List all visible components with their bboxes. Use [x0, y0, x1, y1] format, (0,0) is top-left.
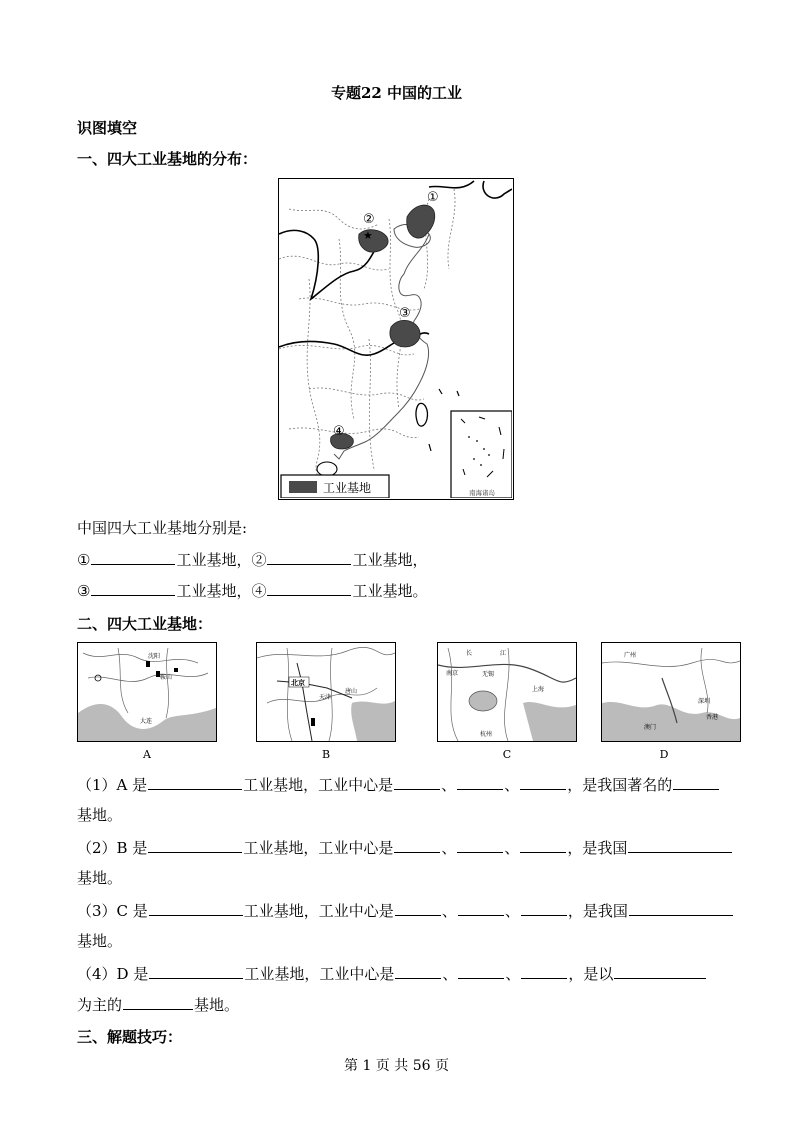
thumb-a-icon-1 [146, 661, 150, 667]
marker-4: ④ [333, 424, 345, 439]
marker-1: ① [427, 190, 439, 205]
q2-blank-c2[interactable] [457, 837, 503, 853]
thumb-c-lake [469, 691, 497, 711]
legend-swatch [289, 481, 317, 493]
inset-label: 南海诸岛 [469, 489, 495, 497]
q4-blank-type[interactable] [123, 994, 193, 1010]
svg-text:鞍山: 鞍山 [160, 674, 173, 681]
question-2-cont: 基地。 [77, 869, 123, 887]
blank-base-3[interactable] [91, 580, 175, 596]
taiwan-outline [416, 403, 427, 426]
beijing-star-icon: ★ [363, 229, 373, 242]
base-huning [390, 320, 420, 347]
thumb-map-b [256, 642, 396, 742]
blank-base-2[interactable] [267, 549, 351, 565]
section-label: 识图填空 [77, 119, 138, 137]
thumb-a-icon-3 [174, 668, 178, 672]
hainan-outline [317, 462, 337, 476]
fill-line-1 [77, 549, 428, 570]
svg-text:香港: 香港 [706, 714, 719, 721]
q3-blank-c3[interactable] [521, 900, 567, 916]
svg-text:无锡: 无锡 [482, 671, 495, 678]
q1-blank-c3[interactable] [520, 774, 566, 790]
map-svg [279, 179, 512, 498]
question-3-cont: 基地。 [77, 932, 123, 950]
thumb-map-c [437, 642, 577, 742]
svg-text:沈阳: 沈阳 [148, 653, 161, 660]
question-3: （3）C 是 工业基地，工业中心是 、 、 ，是我国 [77, 900, 734, 921]
coastline [334, 234, 429, 459]
marker-2: ② [363, 212, 375, 227]
q3-blank-type[interactable] [629, 900, 733, 916]
south-sea-inset [451, 411, 512, 498]
marker-text-4: ④ [251, 582, 267, 600]
blank-base-4[interactable] [267, 580, 351, 596]
question-2: （2）B 是 工业基地，工业中心是 、 、 ，是我国 [77, 837, 733, 858]
thumb-map-a [77, 642, 217, 742]
thumb-label-c: C [502, 748, 512, 761]
base-liaozhongnan [407, 205, 435, 238]
svg-text:上海: 上海 [532, 686, 545, 693]
question-1-cont: 基地。 [77, 806, 123, 824]
q4-blank-industry[interactable] [614, 963, 706, 979]
marker-text-2: ② [251, 551, 267, 569]
svg-text:广州: 广州 [624, 652, 637, 659]
page-footer: 第 1 页 共 56 页 [344, 1058, 449, 1074]
svg-text:南京: 南京 [446, 670, 459, 677]
svg-text:江: 江 [500, 650, 507, 657]
thumb-map-d [601, 642, 741, 742]
svg-text:杭州: 杭州 [480, 731, 493, 738]
thumb-c-sea [523, 702, 576, 741]
q2-blank-c3[interactable] [520, 837, 566, 853]
q1-blank-type[interactable] [673, 774, 719, 790]
svg-text:唐山: 唐山 [345, 688, 358, 695]
thumb-b-sea [351, 701, 395, 741]
thumb-label-b: B [321, 748, 331, 761]
intro-line: 中国四大工业基地分别是: [77, 519, 248, 537]
page-title: 专题22 中国的工业 [330, 84, 463, 102]
svg-text:澳门: 澳门 [644, 724, 657, 731]
q2-blank-c1[interactable] [394, 837, 440, 853]
fill-text-1: 工业基地， [176, 551, 252, 569]
question-4: （4）D 是 工业基地，工业中心是 、 、 ，是以 [77, 963, 707, 984]
svg-text:长: 长 [466, 650, 473, 657]
fill-text-4: 工业基地。 [352, 582, 428, 600]
q1-blank-c2[interactable] [457, 774, 503, 790]
svg-text:天津: 天津 [319, 694, 332, 701]
svg-text:北京: 北京 [291, 679, 305, 687]
china-industrial-base-map [278, 178, 514, 500]
q1-blank-c1[interactable] [394, 774, 440, 790]
marker-text-1: ① [77, 551, 91, 569]
thumb-b-icon [311, 718, 315, 726]
part1-heading: 一、四大工业基地的分布： [77, 150, 258, 168]
q1-blank-base[interactable] [148, 774, 242, 790]
blank-base-1[interactable] [91, 549, 175, 565]
q2-blank-type[interactable] [628, 837, 732, 853]
thumb-label-d: D [659, 748, 669, 761]
q3-blank-base[interactable] [149, 900, 243, 916]
q4-blank-c1[interactable] [395, 963, 441, 979]
fill-text-2: 工业基地， [352, 551, 428, 569]
q4-blank-c2[interactable] [458, 963, 504, 979]
q4-blank-base[interactable] [149, 963, 243, 979]
fill-line-2 [77, 580, 428, 601]
marker-3: ③ [399, 306, 411, 321]
q2-blank-base[interactable] [148, 837, 242, 853]
fill-text-3: 工业基地， [176, 582, 252, 600]
thumb-d-sea [602, 702, 740, 741]
thumb-label-a: A [143, 748, 151, 761]
svg-text:深圳: 深圳 [698, 698, 711, 705]
marker-text-3: ③ [77, 582, 91, 600]
question-4-cont: 为主的 基地。 [77, 996, 240, 1014]
q3-blank-c2[interactable] [458, 900, 504, 916]
svg-text:大连: 大连 [140, 718, 153, 725]
q3-blank-c1[interactable] [395, 900, 441, 916]
part3-heading: 三、解题技巧： [77, 1028, 183, 1046]
part2-heading: 二、四大工业基地： [77, 615, 213, 633]
q4-blank-c3[interactable] [521, 963, 567, 979]
question-1: （1）A 是 工业基地，工业中心是 、 、 ，是我国著名的 [77, 774, 720, 795]
legend-label: 工业基地 [323, 481, 372, 495]
